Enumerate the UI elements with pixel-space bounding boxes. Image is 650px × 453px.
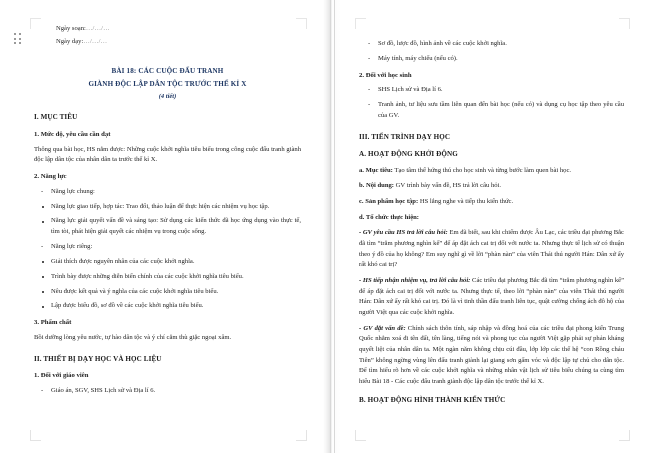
paragraph-d-to-chuc [359,213,624,224]
list-item: - SHS Lịch sử và Địa lí 6. [359,85,624,96]
document-page-right [325,0,650,453]
heading-ii-2: 2. Đối với học sinh [359,71,412,79]
paragraph-i-1: Thông qua bài học, HS nắm được: Những cuộc khởi nghĩa tiêu biểu trong công cuộc đấu tranh giành độc lập dân tộc của nhân dân ta trước thế kỉ X. [34,145,301,164]
heading-part-a: A. HOẠT ĐỘNG KHỞI ĐỘNG [359,150,458,159]
heading-section-i: I. MỤC TIÊU [34,113,78,122]
heading-i-1: 1. Mức độ, yêu cầu cần đạt [34,130,111,138]
handle-dot [14,38,16,40]
margin-mark-bottom-left [30,430,41,441]
teaching-step-lead: - GV yêu cầu HS trả lời câu hỏi: [359,229,448,237]
handle-dot [19,42,21,44]
teaching-step-text: Chính sách thôn tính, sáp nhập và đồng hoá của các triều đại phong kiến Trung Quốc nhằm xoá đi tên đất, tên làng, tiếng nói và phong tục của người Việt gặp phải sự phản kháng quyết liệt của nhân dân ta. Một ngàn năm không chịu cúi đầu, lớp lớp các thế hệ “con Rồng cháu Tiên” không ngừng vùng lên đấu tranh giành lại giang sơn gấm vóc và độc lập tự chủ cho dân tộc. Để tìm hiểu rõ hơn về các cuộc khởi nghĩa và những nhân vật lịch sử tiêu biểu chúng ta cùng tìm hiểu Bài 18 - Các cuộc đấu tranh giành độc lập dân tộc trước thế kỉ X. [359,324,624,385]
ngay-soan-value: …/…/… [85,25,110,32]
teaching-step-lead: - GV đặt vấn đề: [359,324,406,332]
lesson-title-line-1: BÀI 18: CÁC CUỘC ĐẤU TRANH [111,67,224,76]
paragraph-c-san-pham [359,197,624,208]
list-item: - Sơ đồ, lược đồ, hình ảnh về các cuộc khởi nghĩa. [359,39,624,50]
drag-handle-dots-icon[interactable] [14,33,23,46]
lesson-title-line-2: GIÀNH ĐỘC LẬP DÂN TỘC TRƯỚC THẾ KỈ X [88,79,247,88]
label-a-muc-tieu: a. Mục tiêu: [359,166,393,174]
list-item: - Tranh ảnh, tư liệu sưu tầm liên quan đến bài học (nếu có) và dụng cụ học tập theo yêu cầu của GV. [359,100,624,121]
text-b-noi-dung: GV trình bày vấn đề, HS trả lời câu hỏi. [394,182,502,190]
margin-mark-bottom-left [355,430,366,441]
teaching-step [359,276,624,319]
list-item: Lập được biểu đồ, sơ đồ về các cuộc khởi nghĩa tiêu biểu. [34,301,301,312]
list-item: Nêu được kết quả và ý nghĩa của các cuộc khởi nghĩa tiêu biểu. [34,287,301,298]
list-item: Giải thích được nguyên nhân của các cuộc khởi nghĩa. [34,257,301,268]
label-b-noi-dung: b. Nội dung: [359,182,394,190]
paragraph-i-3: Bồi dưỡng lòng yêu nước, tự hào dân tộc và ý chí căm thù giặc ngoại xâm. [34,333,232,341]
lesson-duration: (4 tiết) [158,92,177,100]
list-nang-luc [34,187,301,312]
list-item: Năng lực giao tiếp, hợp tác: Trao đổi, thảo luận để thực hiện các nhiệm vụ học tập. [34,202,301,213]
label-c-san-pham: c. Sản phẩm học tập: [359,197,419,205]
label-d-to-chuc: d. Tổ chức thực hiện: [359,213,419,221]
ngay-day-line [34,37,301,48]
margin-mark-bottom-right [296,430,307,441]
list-giao-vien-continued [359,39,624,65]
list-item: - Năng lực chung: [34,187,301,198]
margin-mark-bottom-right [619,430,630,441]
handle-dot [14,33,16,35]
teaching-step-text: Các triều đại phương Bắc đã tìm “trăm phương nghìn kế” để áp đặt ách cai trị đối với nước ta. Nhưng thực tế, theo lời “phàn nàn” của viên Thái thú người Hán: Dân xứ ấy rất khó cai trị. Đó là vì tinh thần đấu tranh liên tục, quật cường chống ách đô hộ của người Việt qua các cuộc khởi nghĩa. [359,276,625,316]
ngay-day-value: …/…/… [83,37,108,45]
left-page-content [34,24,301,397]
margin-mark-top-right [619,18,630,29]
list-item: Trình bày được những diễn biến chính của các cuộc khởi nghĩa tiêu biểu. [34,272,301,283]
heading-section-iii: III. TIẾN TRÌNH DẠY HỌC [359,132,451,141]
text-c-san-pham: HS lắng nghe và tiếp thu kiến thức. [418,197,514,205]
teaching-step [359,228,624,271]
right-page-content [359,39,624,406]
lesson-title-block [34,65,301,102]
heading-ii-1: 1. Đối với giáo viên [34,372,89,380]
ngay-day-label: Ngày dạy: [56,37,84,45]
list-item: - Giáo án, SGV, SHS Lịch sử và Địa lí 6. [34,386,301,397]
teaching-step-lead: - HS tiếp nhận nhiệm vụ, trả lời câu hỏi: [359,276,471,284]
heading-part-b: B. HOẠT ĐỘNG HÌNH THÀNH KIẾN THỨC [359,395,506,404]
ngay-soan-line [34,24,301,35]
heading-section-ii: II. THIẾT BỊ DẠY HỌC VÀ HỌC LIỆU [34,354,162,363]
heading-i-2: 2. Năng lực [34,172,67,180]
teaching-steps [359,228,624,387]
paragraph-b-noi-dung [359,181,624,192]
text-a-muc-tieu: Tạo tâm thế hứng thú cho học sinh và từng bước làm quen bài học. [392,166,572,174]
handle-dot [14,42,16,44]
list-item: - Máy tính, máy chiếu (nếu có). [359,54,624,65]
list-item: Năng lực giải quyết vấn đề và sáng tạo: Sử dụng các kiến thức đã học ứng dụng vào thực tế, tìm tòi, phát hiện giải quyết các nhiệm vụ trong cuộc sống. [34,216,301,237]
paragraph-a-muc-tieu [359,166,624,177]
list-doi-voi-hoc-sinh [359,85,624,121]
heading-i-3: 3. Phẩm chất [34,319,72,327]
list-doi-voi-giao-vien [34,386,301,397]
teaching-step-text: Em đã biết, sau khi chiếm được Âu Lạc, các triều đại phương Bắc đã tìm “trăm phương nghìn kế” để áp đặt ách cai trị đối với nước ta. Nhưng thực tế lịch sử có thuận theo ý đồ của họ không? Em suy nghĩ gì về lời “phàn nàn” của viên Thái thú người Hán: Dân xứ ấy rất khó cai trị? [359,229,624,269]
margin-mark-top-left [355,18,366,29]
teaching-step [359,324,624,388]
ngay-soan-label: Ngày soạn: [56,25,86,32]
list-item: - Năng lực riêng: [34,242,301,253]
handle-dot [19,33,21,35]
handle-dot [19,38,21,40]
